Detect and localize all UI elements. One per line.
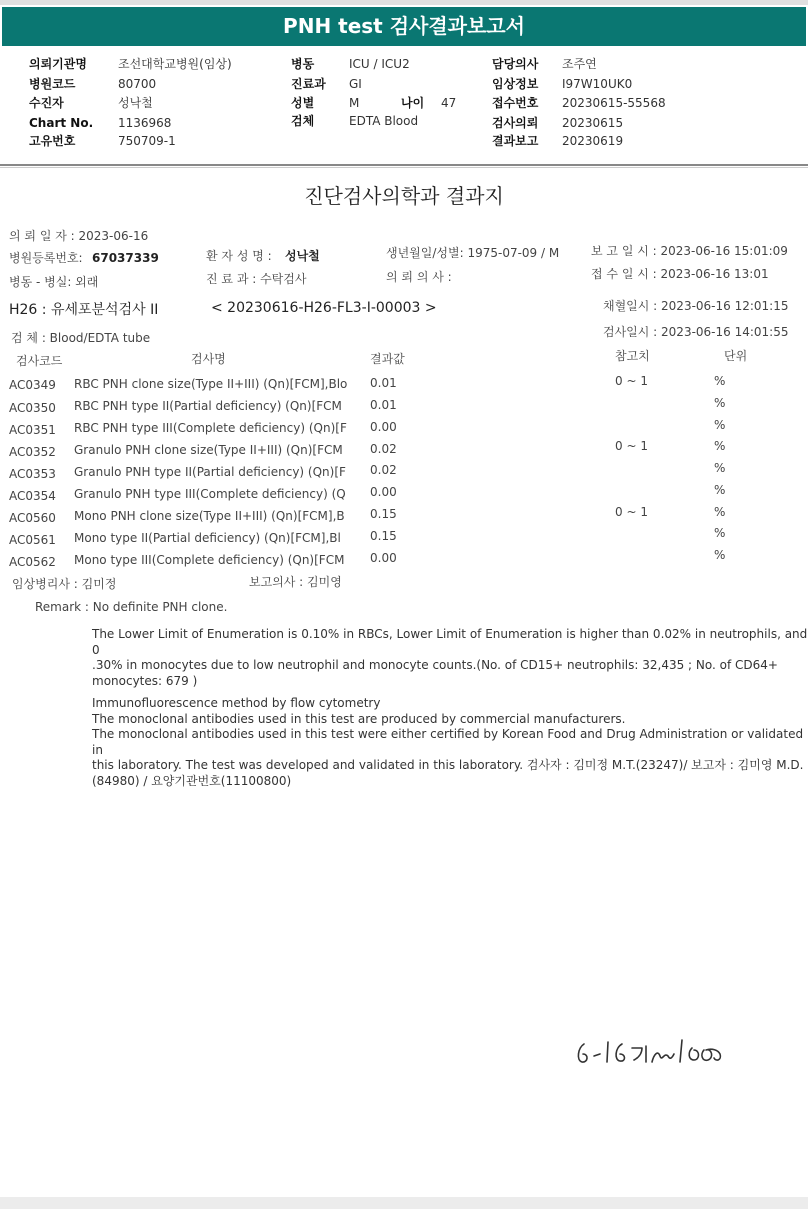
row-code: AC0560 <box>9 511 56 525</box>
reg-no-label: 병원등록번호: <box>9 251 83 265</box>
note-line: (84980) / 요양기관번호(11100800) <box>92 773 292 788</box>
reporting-doctor: 보고의사 : 김미영 <box>249 575 342 589</box>
note-line: .30% in monocytes due to low neutrophil and monocyte counts.(No. of CD15+ neutrophils: 32,435 ; No. of CD64+ <box>92 658 778 672</box>
header-value-specimen: EDTA Blood <box>349 114 419 128</box>
handwritten-signature <box>572 1032 742 1072</box>
enumeration-note <box>92 627 808 689</box>
row-name: Granulo PNH type III(Complete deficiency) (Q <box>74 487 346 501</box>
row-result: 0.01 <box>370 376 397 390</box>
header-divider <box>0 164 808 166</box>
row-result: 0.00 <box>370 551 397 565</box>
row-unit: % <box>714 526 726 540</box>
row-result: 0.15 <box>370 507 397 521</box>
row-result: 0.02 <box>370 442 397 456</box>
ward-room: 병동 - 병실: 외래 <box>9 275 99 289</box>
header-label-receipt-no: 접수번호 <box>492 96 539 110</box>
header-value-physician: 조주연 <box>562 57 597 71</box>
header-label-age: 나이 <box>401 96 425 110</box>
row-unit: % <box>714 418 726 432</box>
request-date: 의 뢰 일 자 : 2023-06-16 <box>9 229 149 243</box>
header-value-institution: 조선대학교병원(임상) <box>118 57 232 71</box>
header-value-report-date: 20230619 <box>562 134 624 148</box>
row-code: AC0562 <box>9 555 56 569</box>
row-name: Granulo PNH type II(Partial deficiency) (Qn)[F <box>74 465 346 479</box>
header-value-ward: ICU / ICU2 <box>349 57 410 71</box>
method-note <box>92 696 808 789</box>
row-result: 0.00 <box>370 420 397 434</box>
note-line: monocytes: 679 ) <box>92 673 198 688</box>
col-header-ref: 참고치 <box>615 349 650 363</box>
col-header-result: 결과값 <box>370 352 405 366</box>
header-label-physician: 담당의사 <box>492 57 539 71</box>
header-label-chart-no: Chart No. <box>29 116 94 130</box>
header-value-receipt-no: 20230615-55568 <box>562 96 666 110</box>
row-code: AC0354 <box>9 489 56 503</box>
note-line: Immunofluorescence method by flow cytometry <box>92 696 381 710</box>
top-border <box>0 0 808 5</box>
row-ref: 0 ~ 1 <box>615 374 648 388</box>
row-name: RBC PNH type II(Partial deficiency) (Qn)[FCM <box>74 399 342 413</box>
header-value-chart-no: 1136968 <box>118 116 172 130</box>
row-name: Mono PNH clone size(Type II+III) (Qn)[FCM],B <box>74 509 345 523</box>
note-line: this laboratory. The test was developed and validated in this laboratory. 검사자 : 김미정 M.T.(23247)/ 보고자 : 김미영 M.D. <box>92 758 804 772</box>
row-code: AC0561 <box>9 533 56 547</box>
header-label-ward: 병동 <box>291 57 315 71</box>
row-name: Mono type II(Partial deficiency) (Qn)[FCM],Bl <box>74 531 341 545</box>
row-result: 0.00 <box>370 485 397 499</box>
row-unit: % <box>714 461 726 475</box>
dob-sex: 생년월일/성별: 1975-07-09 / M <box>386 246 560 260</box>
header-value-hospital-code: 80700 <box>118 77 157 91</box>
row-unit: % <box>714 374 726 388</box>
header-label-sex: 성별 <box>291 96 315 110</box>
bottom-border <box>0 1197 808 1209</box>
report-time: 보 고 일 시 : 2023-06-16 15:01:09 <box>591 244 788 258</box>
row-code: AC0351 <box>9 423 56 437</box>
row-code: AC0349 <box>9 378 56 392</box>
row-name: RBC PNH clone size(Type II+III) (Qn)[FCM],Blo <box>74 377 348 391</box>
row-result: 0.02 <box>370 463 397 477</box>
col-header-code: 검사코드 <box>16 354 63 368</box>
col-header-unit: 단위 <box>724 349 748 363</box>
patient-name-label: 환 자 성 명 : <box>206 249 272 263</box>
header-label-report-date: 결과보고 <box>492 134 539 148</box>
header-label-clinical-info: 임상정보 <box>492 77 539 91</box>
collect-time: 채혈일시 : 2023-06-16 12:01:15 <box>603 299 789 313</box>
header-label-request-date: 검사의뢰 <box>492 116 539 130</box>
note-line: The monoclonal antibodies used in this test were either certified by Korean Food and Drug Administration or validated in <box>92 727 804 757</box>
row-code: AC0350 <box>9 401 56 415</box>
row-result: 0.01 <box>370 398 397 412</box>
referring-doctor: 의 뢰 의 사 : <box>386 270 452 284</box>
header-divider-light <box>0 167 808 168</box>
col-header-name: 검사명 <box>191 352 226 366</box>
header-value-department: GI <box>349 77 362 91</box>
header-label-unique-id: 고유번호 <box>29 134 76 148</box>
header-value-clinical-info: I97W10UK0 <box>562 77 633 91</box>
row-name: Granulo PNH clone size(Type II+III) (Qn)[FCM <box>74 443 343 457</box>
row-code: AC0353 <box>9 467 56 481</box>
test-name: H26 : 유세포분석검사 II <box>9 302 159 318</box>
department-line: 진 료 과 : 수탁검사 <box>206 272 307 286</box>
header-value-request-date: 20230615 <box>562 116 624 130</box>
report-subtitle: 진단검사의학과 결과지 <box>304 184 504 208</box>
remark: Remark : No definite PNH clone. <box>35 600 228 614</box>
header-value-unique-id: 750709-1 <box>118 134 176 148</box>
test-time: 검사일시 : 2023-06-16 14:01:55 <box>603 325 789 339</box>
header-label-specimen: 검체 <box>291 114 315 128</box>
reg-no-value: 67037339 <box>92 251 159 265</box>
row-code: AC0352 <box>9 445 56 459</box>
row-ref: 0 ~ 1 <box>615 505 648 519</box>
patient-name-value: 성낙철 <box>285 249 320 263</box>
header-value-sex: M <box>349 96 360 110</box>
accession-no: < 20230616-H26-FL3-I-00003 > <box>211 300 437 316</box>
row-unit: % <box>714 396 726 410</box>
header-value-patient: 성낙철 <box>118 96 153 110</box>
row-unit: % <box>714 483 726 497</box>
specimen-line: 검 체 : Blood/EDTA tube <box>11 331 151 345</box>
header-label-hospital-code: 병원코드 <box>29 77 76 91</box>
header-label-patient: 수진자 <box>29 96 64 110</box>
note-line: The monoclonal antibodies used in this test are produced by commercial manufacturers. <box>92 711 626 726</box>
row-unit: % <box>714 439 726 453</box>
lab-technician: 임상병리사 : 김미정 <box>12 577 117 591</box>
row-name: Mono type III(Complete deficiency) (Qn)[FCM <box>74 553 345 567</box>
header-value-age: 47 <box>441 96 457 110</box>
note-line: The Lower Limit of Enumeration is 0.10% in RBCs, Lower Limit of Enumeration is higher than 0.02% in neutrophils, and 0 <box>92 627 808 657</box>
row-name: RBC PNH type III(Complete deficiency) (Qn)[F <box>74 421 347 435</box>
row-unit: % <box>714 505 726 519</box>
receipt-time: 접 수 일 시 : 2023-06-16 13:01 <box>591 267 769 281</box>
row-unit: % <box>714 548 726 562</box>
row-ref: 0 ~ 1 <box>615 439 648 453</box>
header-label-institution: 의뢰기관명 <box>29 57 87 71</box>
header-label-department: 진료과 <box>291 77 326 91</box>
report-title-banner: PNH test 검사결과보고서 <box>2 7 806 46</box>
row-result: 0.15 <box>370 529 397 543</box>
